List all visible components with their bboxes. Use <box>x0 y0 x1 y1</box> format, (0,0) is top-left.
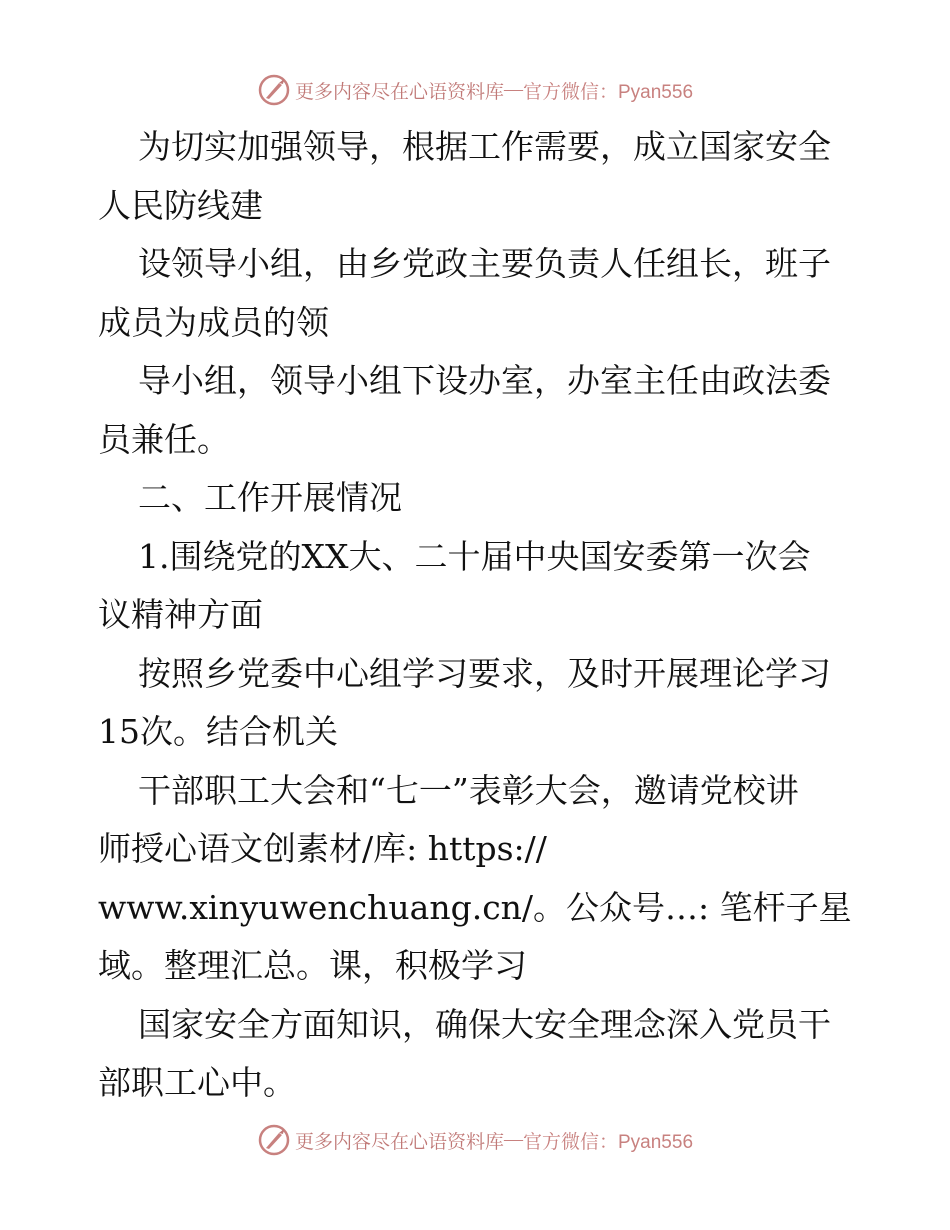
text-line: 为切实加强领导，根据工作需要，成立国家安全 <box>138 127 831 166</box>
quill-logo-icon <box>257 1123 291 1157</box>
watermark-brand-text: 更多内容尽在心语资料库 <box>294 1131 504 1153</box>
document-body <box>98 118 858 1113</box>
text-line: 成员为成员的领 <box>98 302 329 342</box>
section-heading <box>98 469 858 528</box>
text-line: 人民防线建 <box>98 185 263 225</box>
text-line: 干部职工大会和“七一”表彰大会，邀请党校讲 <box>138 770 799 810</box>
watermark-dash: — <box>504 1129 523 1150</box>
subsection-heading <box>98 528 858 645</box>
paragraph <box>98 118 858 235</box>
text-line: 15次。结合机关 <box>98 712 338 751</box>
paragraph <box>98 235 858 352</box>
text-line: 部职工心中。 <box>98 1063 296 1102</box>
text-line: 域。整理汇总。课，积极学习 <box>98 946 527 985</box>
text-line: 按照乡党委中心组学习要求，及时开展理论学习 <box>138 653 831 693</box>
watermark-dash: — <box>504 79 523 100</box>
quill-logo-icon <box>257 73 291 107</box>
paragraph <box>98 352 858 469</box>
paragraph <box>98 996 858 1113</box>
text-line: www.xinyuwenchuang.cn/。公众号…: 笔杆子星 <box>98 887 852 927</box>
text-line: 国家安全方面知识，确保大安全理念深入党员干 <box>138 1004 831 1044</box>
watermark-wechat-text: 官方微信：Pyan556 <box>523 81 694 103</box>
paragraph <box>98 645 858 762</box>
text-line: 1.围绕党的XX大、二十届中央国安委第一次会 <box>138 536 811 576</box>
watermark-brand-text: 更多内容尽在心语资料库 <box>294 81 504 103</box>
text-line: 员兼任。 <box>98 419 230 459</box>
text-line: 二、工作开展情况 <box>138 478 402 517</box>
watermark-wechat-text: 官方微信：Pyan556 <box>523 1131 694 1153</box>
text-line: 师授心语文创素材/库: https:// <box>98 829 547 868</box>
paragraph <box>98 762 858 996</box>
watermark-footer <box>0 1123 950 1157</box>
watermark-header <box>0 73 950 107</box>
text-line: 导小组，领导小组下设办室，办室主任由政法委 <box>138 361 831 400</box>
text-line: 设领导小组，由乡党政主要负责人任组长，班子 <box>138 244 831 283</box>
text-line: 议精神方面 <box>98 595 263 634</box>
